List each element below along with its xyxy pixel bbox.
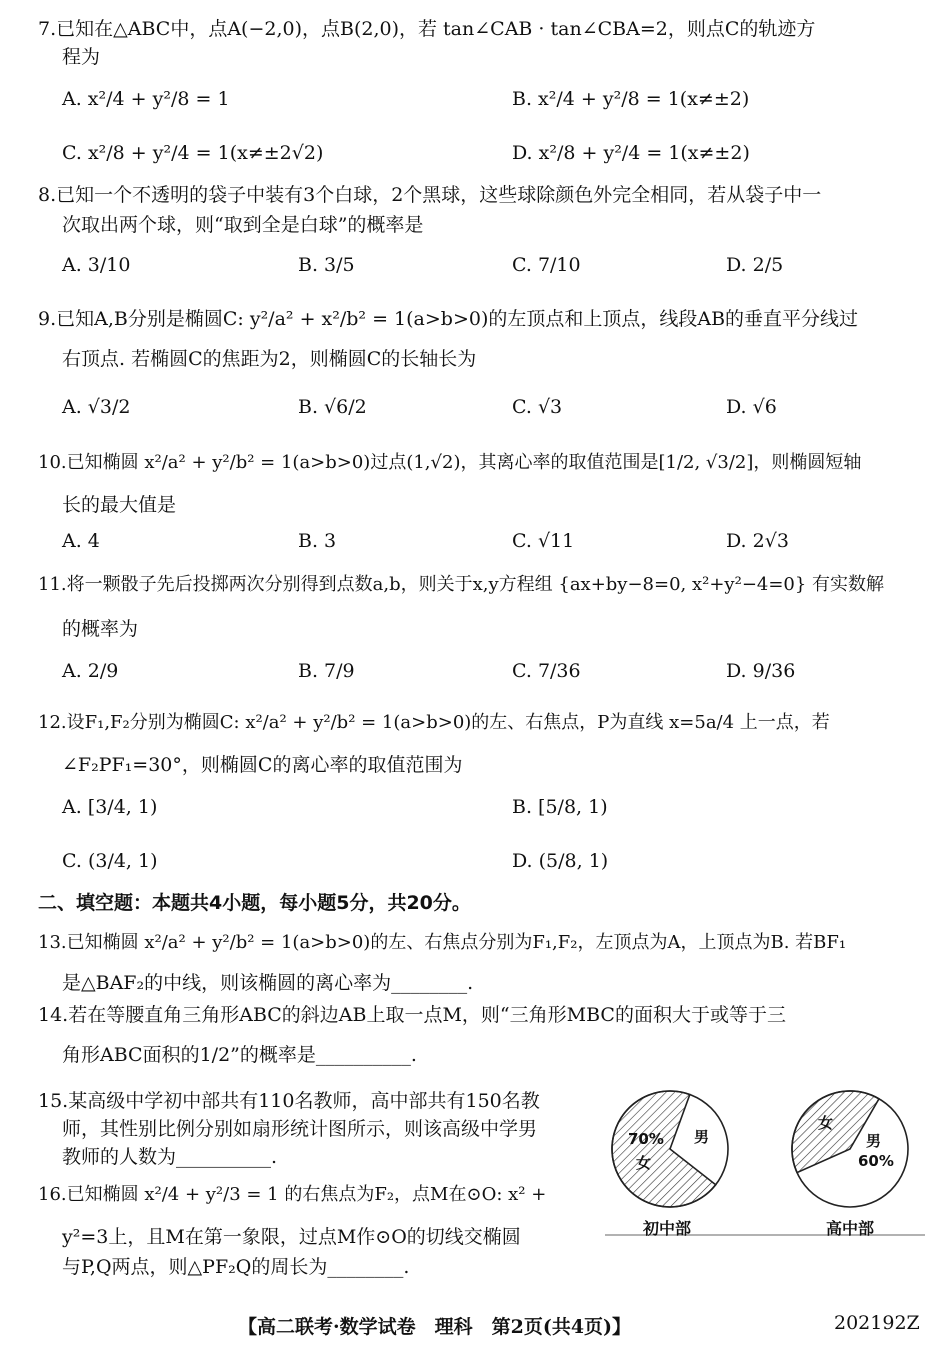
q11-option-b: B. 7/9	[298, 660, 355, 682]
left-pie	[612, 1091, 728, 1207]
q13-stem-line2: 是△BAF₂的中线，则该椭圆的离心率为________.	[62, 972, 474, 994]
q10-option-a: A. 4	[62, 530, 100, 552]
q9-option-d: D. √6	[726, 396, 777, 418]
left-pie-caption: 初中部	[643, 1219, 692, 1238]
q9-stem-line2: 右顶点. 若椭圆C的焦距为2，则椭圆C的长轴长为	[62, 348, 477, 370]
q7-option-a: A. x²/4 + y²/8 = 1	[62, 88, 230, 110]
q8-option-d: D. 2/5	[726, 254, 784, 276]
q10-option-b: B. 3	[298, 530, 337, 552]
section-2-heading: 二、填空题：本题共4小题，每小题5分，共20分。	[38, 892, 471, 914]
q11-option-a: A. 2/9	[62, 660, 119, 682]
q7-option-b: B. x²/4 + y²/8 = 1(x≠±2)	[512, 88, 750, 110]
q7-stem-line1: 7.已知在△ABC中，点A(−2,0)，点B(2,0)，若 tan∠CAB · tan∠CBA=2，则点C的轨迹方	[38, 18, 816, 40]
q11-option-d: D. 9/36	[726, 660, 796, 682]
q9-stem-line1: 9.已知A,B分别是椭圆C: y²/a² + x²/b² = 1(a>b>0)的左顶点和上顶点，线段AB的垂直平分线过	[38, 308, 859, 330]
footer-title: 【高二联考·数学试卷 理科 第2页(共4页)】	[238, 1316, 632, 1338]
left-pie-female-label: 女	[636, 1154, 652, 1172]
footer-code: 202192Z	[834, 1312, 920, 1334]
q16-stem-line1: 16.已知椭圆 x²/4 + y²/3 = 1 的右焦点为F₂，点M在⊙O: x² +	[38, 1184, 547, 1205]
q16-stem-line2: y²=3上，且M在第一象限，过点M作⊙O的切线交椭圆	[62, 1226, 521, 1248]
right-pie-female-label: 女	[818, 1114, 834, 1132]
right-pie-male-label: 男	[866, 1132, 882, 1150]
q12-stem-line1: 12.设F₁,F₂分别为椭圆C: x²/a² + y²/b² = 1(a>b>0)的左、右焦点，P为直线 x=5a/4 上一点，若	[38, 712, 830, 733]
q11-stem-line1: 11.将一颗骰子先后投掷两次分别得到点数a,b，则关于x,y方程组 {ax+by−8=0, x²+y²−4=0} 有实数解	[38, 574, 885, 595]
q12-option-c: C. (3/4, 1)	[62, 850, 158, 872]
left-pie-percent: 70%	[628, 1130, 664, 1148]
q15-stem-line1: 15.某高级中学初中部共有110名教师，高中部共有150名教	[38, 1090, 540, 1112]
q14-stem-line2: 角形ABC面积的1/2”的概率是__________.	[62, 1044, 417, 1066]
q8-stem-line1: 8.已知一个不透明的袋子中装有3个白球，2个黑球，这些球除颜色外完全相同，若从袋子中一	[38, 184, 822, 206]
q9-option-b: B. √6/2	[298, 396, 367, 418]
q7-option-c: C. x²/8 + y²/4 = 1(x≠±2√2)	[62, 142, 324, 164]
q10-stem-line1: 10.已知椭圆 x²/a² + y²/b² = 1(a>b>0)过点(1,√2)，其离心率的取值范围是[1/2, √3/2]，则椭圆短轴	[38, 452, 862, 473]
right-pie	[792, 1091, 908, 1207]
right-pie-percent: 60%	[858, 1152, 894, 1170]
q12-option-a: A. [3/4, 1)	[62, 796, 158, 818]
q12-stem-line2: ∠F₂PF₁=30°，则椭圆C的离心率的取值范围为	[62, 754, 463, 776]
q14-stem-line1: 14.若在等腰直角三角形ABC的斜边AB上取一点M，则“三角形MBC的面积大于或等于三	[38, 1004, 786, 1026]
q12-option-b: B. [5/8, 1)	[512, 796, 608, 818]
q9-option-c: C. √3	[512, 396, 563, 418]
q8-option-a: A. 3/10	[62, 254, 131, 276]
q10-option-c: C. √11	[512, 530, 575, 552]
q10-option-d: D. 2√3	[726, 530, 789, 552]
q16-stem-line3: 与P,Q两点，则△PF₂Q的周长为________.	[62, 1256, 410, 1278]
q13-stem-line1: 13.已知椭圆 x²/a² + y²/b² = 1(a>b>0)的左、右焦点分别为F₁,F₂，左顶点为A，上顶点为B. 若BF₁	[38, 932, 847, 953]
q8-option-c: C. 7/10	[512, 254, 581, 276]
left-pie-male-label: 男	[694, 1128, 710, 1146]
q15-stem-line2: 师，其性别比例分别如扇形统计图所示，则该高级中学男	[62, 1118, 538, 1140]
q9-option-a: A. √3/2	[62, 396, 131, 418]
q10-stem-line2: 长的最大值是	[62, 494, 177, 516]
q12-option-d: D. (5/8, 1)	[512, 850, 609, 872]
q8-option-b: B. 3/5	[298, 254, 355, 276]
q7-option-d: D. x²/8 + y²/4 = 1(x≠±2)	[512, 142, 750, 164]
q15-stem-line3: 教师的人数为__________.	[62, 1146, 278, 1168]
q7-stem-line2: 程为	[62, 46, 101, 68]
q11-stem-line2: 的概率为	[62, 618, 139, 640]
q11-option-c: C. 7/36	[512, 660, 581, 682]
q8-stem-line2: 次取出两个球，则“取到全是白球”的概率是	[62, 214, 424, 236]
right-pie-caption: 高中部	[826, 1219, 875, 1238]
